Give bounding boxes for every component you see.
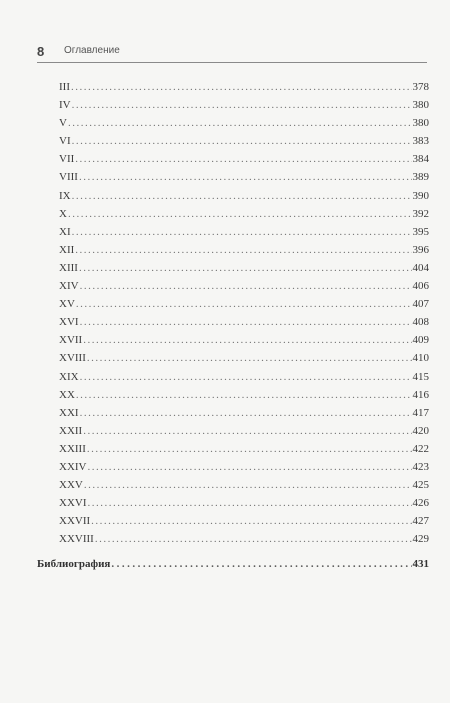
toc-entry-page: 422 (412, 442, 429, 455)
toc-leader-dots (76, 389, 412, 401)
toc-leader-dots (83, 334, 411, 346)
toc-leader-dots (87, 352, 412, 364)
toc-entry-page: 404 (412, 261, 429, 274)
toc-entry-page: 396 (412, 243, 429, 256)
toc-leader-dots (91, 515, 411, 527)
toc-entry (59, 443, 429, 461)
toc-entry (59, 479, 429, 497)
toc-entry-label: XX (59, 388, 75, 401)
toc-entry (59, 280, 429, 298)
toc-leader-dots (95, 533, 412, 545)
toc-leader-dots (88, 497, 412, 509)
toc-entry-label: XXVIII (59, 533, 94, 546)
toc-entry-page: 408 (412, 316, 429, 329)
toc-entry (59, 515, 429, 533)
toc-leader-dots (84, 479, 412, 491)
toc-leader-dots (79, 262, 412, 274)
toc-entry-label: XV (59, 298, 75, 311)
toc-entry-label: XIV (59, 280, 79, 293)
toc-entry-page: 416 (412, 388, 429, 401)
toc-entry (59, 244, 429, 262)
toc-entry-label: IV (59, 99, 71, 112)
toc-leader-dots (75, 244, 411, 256)
toc-entry-page: 395 (412, 225, 429, 238)
toc-entry (59, 171, 429, 189)
toc-leader-dots (83, 425, 411, 437)
running-head (37, 44, 427, 63)
toc-entry-label: XI (59, 225, 71, 238)
toc-entry-page: 384 (412, 153, 429, 166)
toc-entry (59, 190, 429, 208)
toc-leader-dots (76, 298, 412, 310)
toc-entry-label: XIII (59, 261, 78, 274)
toc-entry-label: VIII (59, 171, 78, 184)
toc-entry-page: 390 (412, 189, 429, 202)
toc-entry-page: 380 (412, 117, 429, 130)
toc-leader-dots (68, 208, 412, 220)
toc-leader-dots (71, 81, 412, 93)
toc-leader-dots (80, 280, 412, 292)
toc-entry-label: XXVII (59, 515, 91, 528)
toc-entry-label: VI (59, 135, 71, 148)
toc-entry-page: 426 (412, 497, 429, 510)
toc-entry-page: 425 (412, 479, 429, 492)
toc-entry-page: 406 (412, 280, 429, 293)
toc-entry (59, 334, 429, 352)
toc-entry-label: IX (59, 189, 71, 202)
toc-entry-label: XVI (59, 316, 79, 329)
toc-entry (59, 316, 429, 334)
toc-leader-dots (72, 99, 412, 111)
toc-entry (59, 135, 429, 153)
toc-entry-page: 378 (412, 81, 429, 93)
toc-entry (59, 371, 429, 389)
page-number: 8 (37, 44, 45, 59)
toc-entry-label: XXVI (59, 497, 87, 510)
toc-entry (59, 533, 429, 551)
toc-entry-label: X (59, 207, 67, 220)
toc-entry (59, 99, 429, 117)
toc-entry-page: 407 (412, 298, 429, 311)
toc-entry-label: XVII (59, 334, 83, 347)
toc-entry (59, 425, 429, 443)
toc-entry (59, 407, 429, 425)
toc-entry (59, 298, 429, 316)
toc-leader-dots (79, 171, 412, 183)
toc-leader-dots (72, 135, 412, 147)
table-of-contents (59, 81, 429, 551)
toc-entry-label: XXV (59, 479, 83, 492)
toc-entry-page: 410 (412, 352, 429, 365)
toc-entry (59, 352, 429, 370)
toc-entry-page: 392 (412, 207, 429, 220)
toc-entry (59, 262, 429, 280)
toc-entry-page: 380 (412, 99, 429, 112)
toc-leader-dots (80, 371, 412, 383)
toc-entry (59, 226, 429, 244)
toc-entry-label: XII (59, 243, 75, 256)
toc-entry-page: 415 (412, 370, 429, 383)
toc-entry-label: III (59, 81, 70, 93)
toc-entry-page: 429 (412, 533, 429, 546)
toc-entry-label: VII (59, 153, 75, 166)
toc-entry-page: 383 (412, 135, 429, 148)
toc-entry-page: 427 (412, 515, 429, 528)
toc-leader-dots (72, 226, 412, 238)
bibliography-label: Библиография (37, 558, 111, 570)
toc-entry (59, 389, 429, 407)
toc-entry-page: 420 (412, 424, 429, 437)
bibliography-page: 431 (412, 558, 429, 570)
toc-entry (59, 208, 429, 226)
toc-entry-label: XXIII (59, 442, 86, 455)
toc-leader-dots (72, 190, 412, 202)
toc-entry-label: XXIV (59, 460, 87, 473)
toc-entry-label: XIX (59, 370, 79, 383)
toc-entry-bibliography (37, 558, 429, 570)
toc-entry (59, 497, 429, 515)
toc-entry (59, 461, 429, 479)
toc-entry-page: 409 (412, 334, 429, 347)
toc-entry-label: XXII (59, 424, 83, 437)
toc-leader-dots (111, 558, 411, 570)
toc-entry (59, 117, 429, 135)
toc-entry-page: 389 (412, 171, 429, 184)
toc-leader-dots (75, 153, 411, 165)
toc-leader-dots (88, 461, 412, 473)
toc-leader-dots (68, 117, 412, 129)
toc-leader-dots (80, 407, 412, 419)
toc-entry (59, 153, 429, 171)
toc-entry-page: 423 (412, 460, 429, 473)
toc-entry-label: V (59, 117, 67, 130)
toc-entry-label: XXI (59, 406, 79, 419)
toc-leader-dots (80, 316, 412, 328)
running-head-title: Оглавление (64, 45, 120, 56)
toc-leader-dots (87, 443, 412, 455)
toc-entry-page: 417 (412, 406, 429, 419)
toc-entry (59, 81, 429, 99)
toc-entry-label: XVIII (59, 352, 86, 365)
